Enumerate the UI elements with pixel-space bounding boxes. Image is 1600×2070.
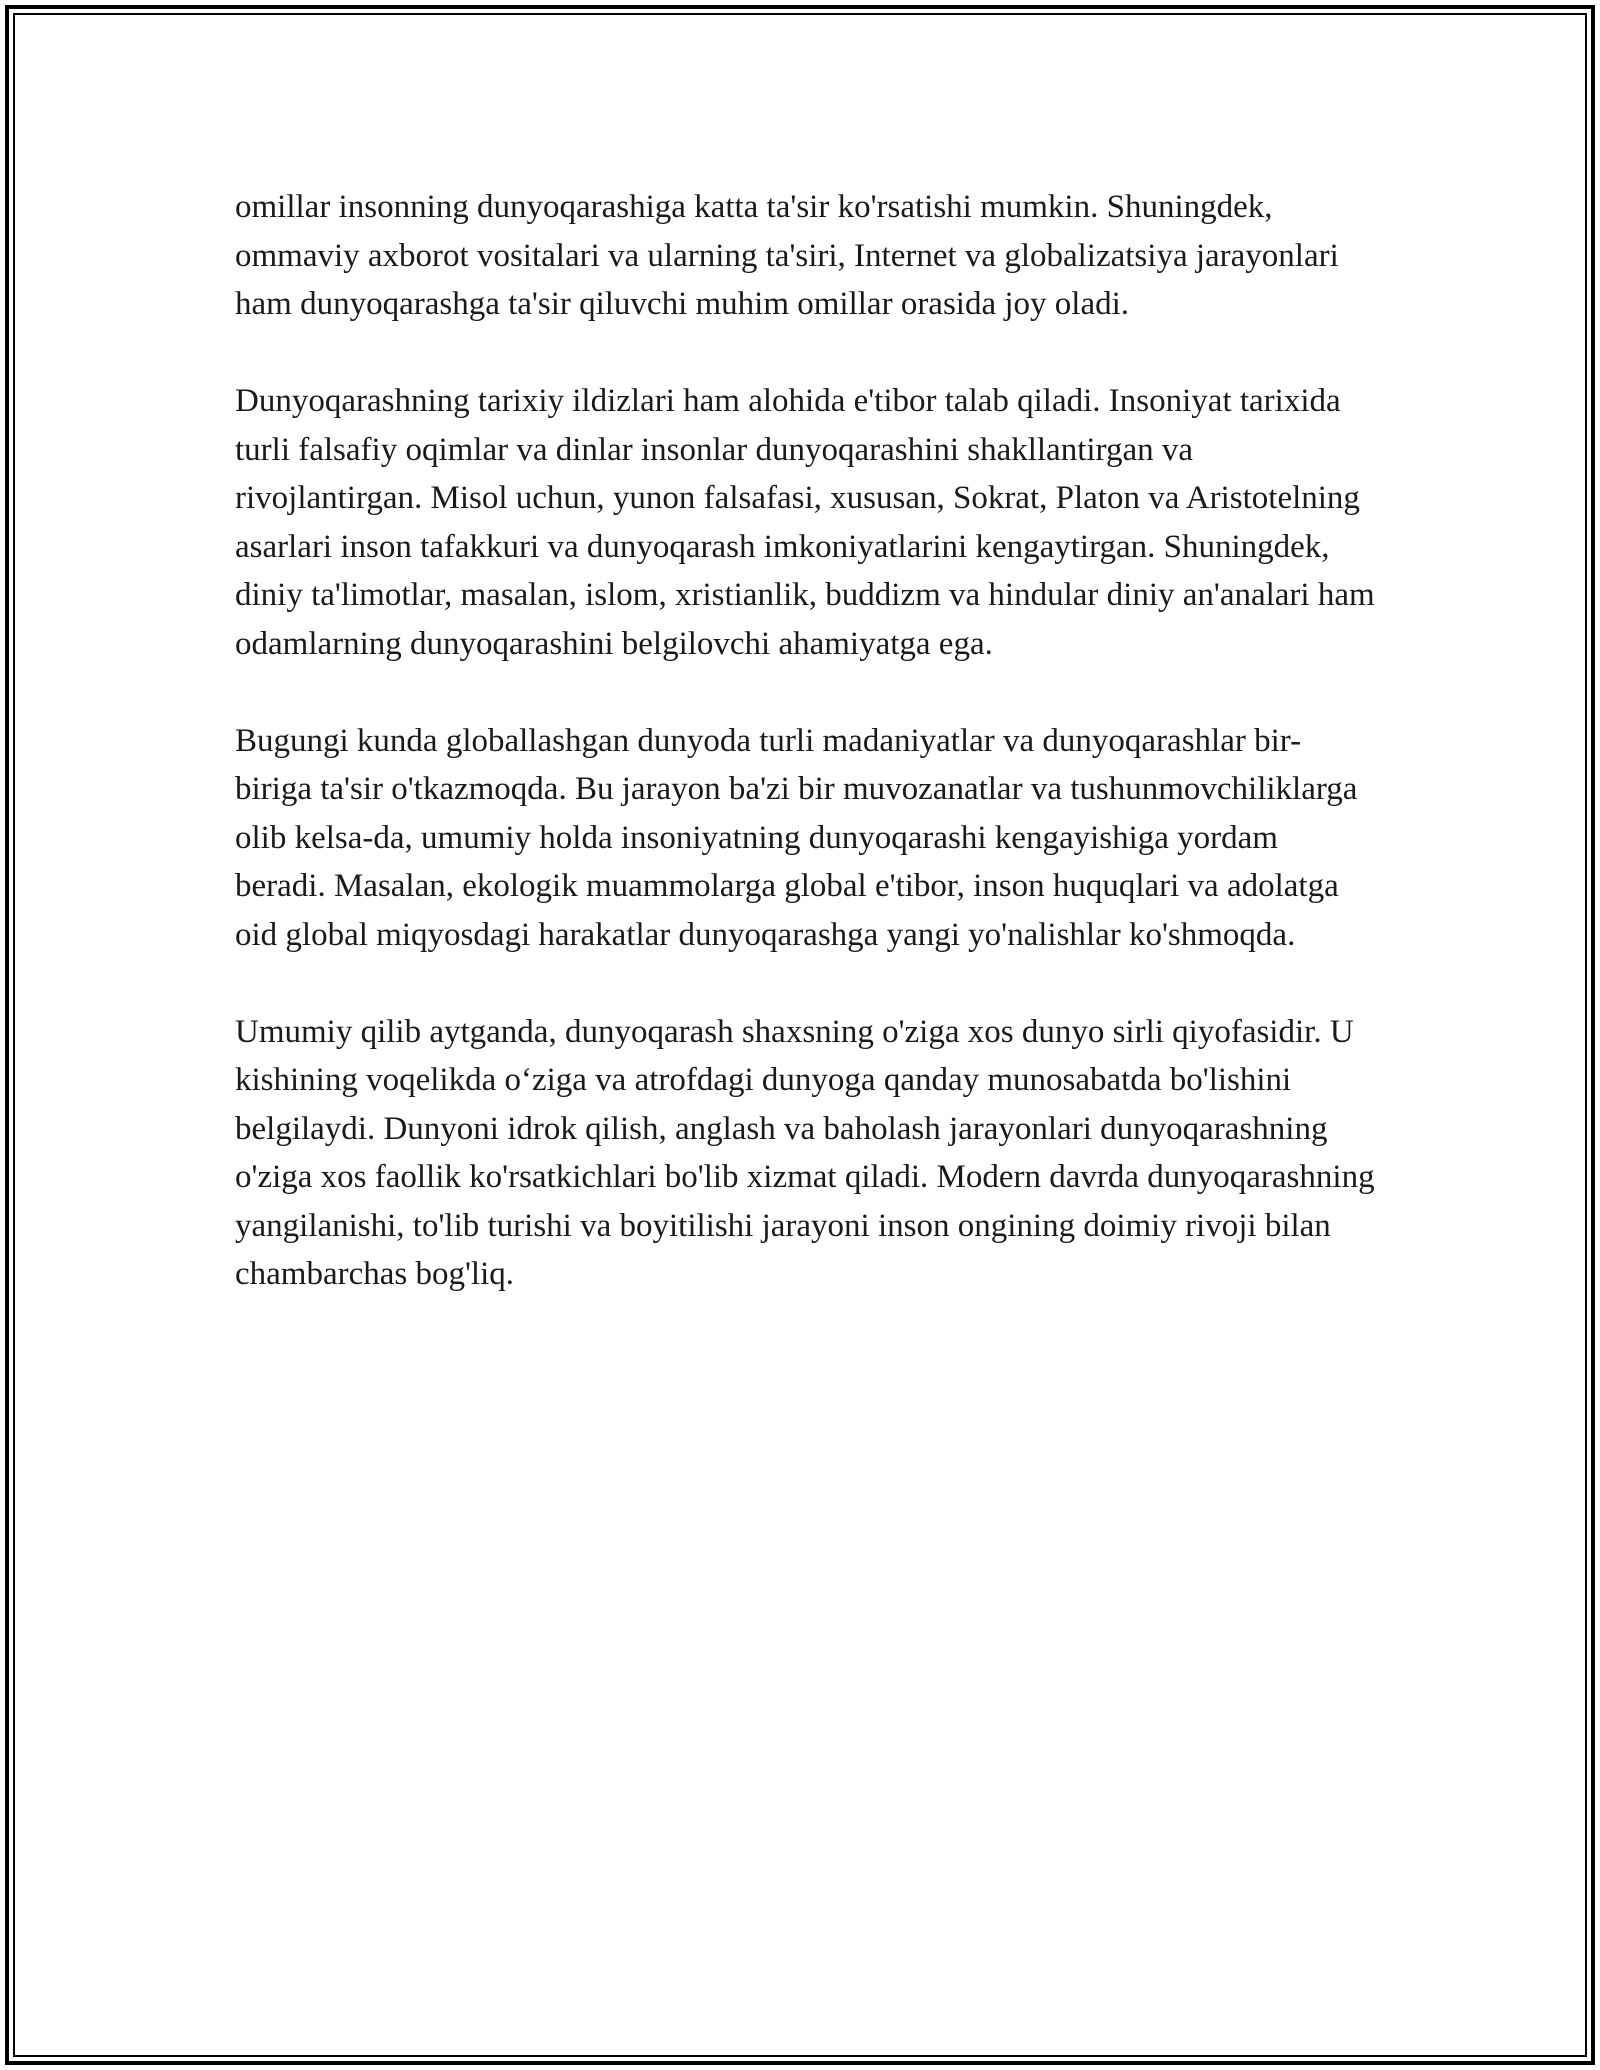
paragraph-4: Umumiy qilib aytganda, dunyoqarash shaxsning o'ziga xos dunyo sirli qiyofasidir. U kishining voqelikda o‘ziga va atrofdagi dunyoga qanday munosabatda bo'lishini belgilaydi. Dunyoni idrok qilish, anglash va baholash jarayonlari dunyoqarashning o'ziga xos faollik ko'rsatkichlari bo'lib xizmat qiladi. Modern davrda dunyoqarashning yangilanishi, to'lib turishi va boyitilishi jarayoni inson ongining doimiy rivoji bilan chambarchas bog'liq. xyxy=(235,1013,1375,1292)
document-body xyxy=(235,183,1375,1347)
paragraph-1: omillar insonning dunyoqarashiga katta ta'sir ko'rsatishi mumkin. Shuningdek, ommaviy axborot vositalari va ularning ta'siri, Internet va globalizatsiya jarayonlari ham dunyoqarashga ta'sir qiluvchi muhim omillar orasida joy oladi. xyxy=(235,189,1339,322)
paragraph-3: Bugungi kunda globallashgan dunyoda turli madaniyatlar va dunyoqarashlar bir-biriga ta'sir o'tkazmoqda. Bu jarayon ba'zi bir muvozanatlar va tushunmovchiliklarga olib kelsa-da, umumiy holda insoniyatning dunyoqarashi kengayishiga yordam beradi. Masalan, ekologik muammolarga global e'tibor, inson huquqlari va adolatga oid global miqyosdagi harakatlar dunyoqarashga yangi yo'nalishlar ko'shmoqda. xyxy=(235,722,1358,953)
paragraph-2: Dunyoqarashning tarixiy ildizlari ham alohida e'tibor talab qiladi. Insoniyat tarixida turli falsafiy oqimlar va dinlar insonlar dunyoqarashini shakllantirgan va rivojlantirgan. Misol uchun, yunon falsafasi, xususan, Sokrat, Platon va Aristotelning asarlari inson tafakkuri va dunyoqarash imkoniyatlarini kengaytirgan. Shuningdek, diniy ta'limotlar, masalan, islom, xristianlik, buddizm va hindular diniy an'analari ham odamlarning dunyoqarashini belgilovchi ahamiyatga ega. xyxy=(235,383,1375,662)
